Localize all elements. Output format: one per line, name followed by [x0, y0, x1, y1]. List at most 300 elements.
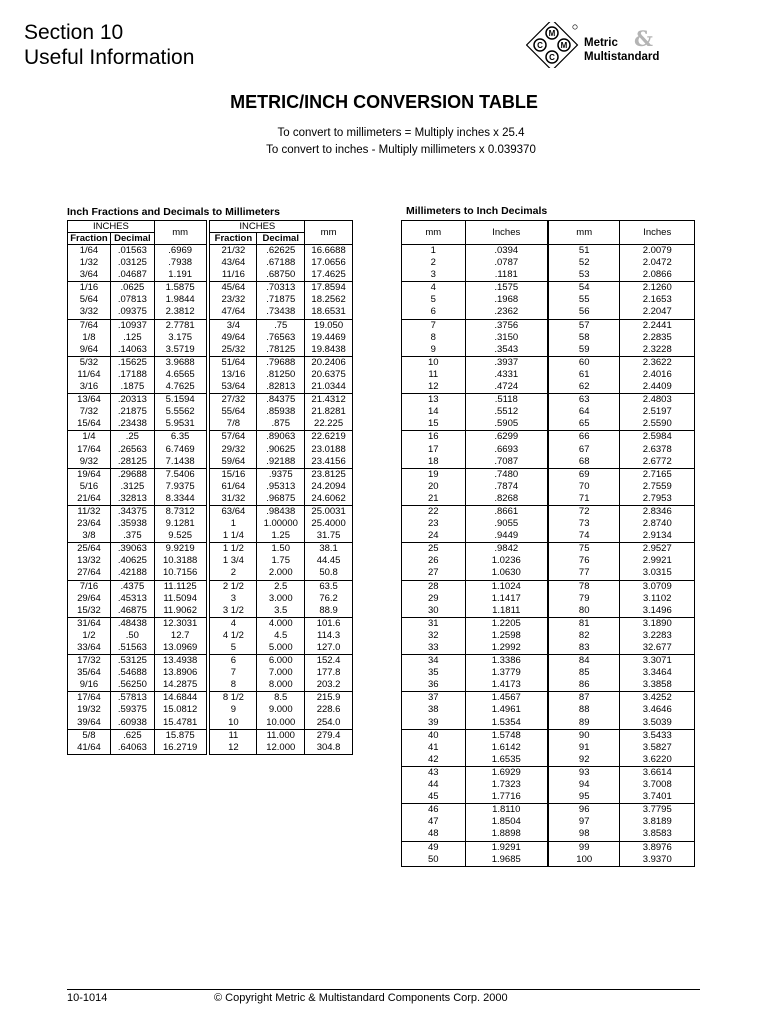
mm-inch-table-2 — [548, 220, 695, 867]
decimal-cell: .9375 — [257, 468, 305, 481]
mm-cell: 43 — [402, 766, 466, 779]
table-row — [549, 418, 695, 431]
decimal-cell: 5.000 — [257, 642, 305, 655]
table-row — [549, 717, 695, 730]
inches-header: Inches — [620, 221, 695, 245]
decimal-cell: .29688 — [110, 468, 154, 481]
table-row — [402, 717, 548, 730]
decimal-cell: .51563 — [110, 642, 154, 655]
table-row — [549, 605, 695, 618]
mm-cell: 13.4938 — [154, 655, 206, 668]
decimal-cell: 3.000 — [257, 593, 305, 605]
mm-cell: 23.8125 — [305, 468, 353, 481]
table-row — [402, 493, 548, 506]
inches-cell: 1.1024 — [465, 580, 547, 593]
mm-cell: 18.2562 — [305, 294, 353, 306]
fraction-cell: 15/64 — [68, 418, 111, 431]
mm-header: mm — [305, 221, 353, 245]
mm-cell: 7 — [402, 319, 466, 332]
fraction-cell: 9/64 — [68, 344, 111, 357]
table-row — [402, 543, 548, 556]
fraction-cell: 13/16 — [210, 369, 257, 381]
table-row — [402, 804, 548, 817]
mm-cell: 15.0812 — [154, 704, 206, 716]
mm-cell: 21.8281 — [305, 406, 353, 418]
fraction-cell: 27/64 — [68, 567, 111, 580]
table-row — [402, 704, 548, 716]
mm-cell: 69 — [549, 468, 620, 481]
mm-cell: 40 — [402, 729, 466, 742]
inches-cell: 2.3622 — [620, 356, 695, 369]
mm-cell: 23 — [402, 518, 466, 530]
mm-cell: 20 — [402, 481, 466, 493]
inches-cell: 1.2992 — [465, 642, 547, 655]
decimal-cell: 2.5 — [257, 580, 305, 593]
table-row — [68, 518, 353, 530]
mm-cell: 60 — [549, 356, 620, 369]
table-row — [549, 580, 695, 593]
fraction-cell: 3/4 — [210, 319, 257, 332]
table-row — [68, 692, 353, 705]
inches-cell: 1.1811 — [465, 605, 547, 618]
mm-cell: 8.3344 — [154, 493, 206, 506]
decimal-cell: 1.00000 — [257, 518, 305, 530]
logo-letter: M — [548, 29, 556, 38]
table-row — [402, 332, 548, 344]
table-row — [549, 344, 695, 357]
table-row — [402, 406, 548, 418]
fraction-cell: 9/16 — [68, 679, 111, 692]
table-row — [549, 306, 695, 319]
fraction-cell: 11/16 — [210, 269, 257, 282]
fraction-cell: 23/32 — [210, 294, 257, 306]
table-row — [402, 816, 548, 828]
fraction-cell: 19/32 — [68, 704, 111, 716]
table-row — [68, 667, 353, 679]
table-row — [402, 655, 548, 668]
inches-cell: 2.2441 — [620, 319, 695, 332]
mm-cell: 15 — [402, 418, 466, 431]
mm-cell: 38 — [402, 704, 466, 716]
mm-cell: 82 — [549, 630, 620, 642]
mm-cell: 76 — [549, 555, 620, 567]
mm-cell: 99 — [549, 841, 620, 854]
table-row — [68, 468, 353, 481]
fraction-cell: 1/64 — [68, 245, 111, 258]
decimal-cell: .20313 — [110, 394, 154, 407]
fraction-cell: 2 1/2 — [210, 580, 257, 593]
mm-cell: 24.6062 — [305, 493, 353, 506]
inches-cell: 3.5039 — [620, 717, 695, 730]
inches-cell: .8268 — [465, 493, 547, 506]
table-row — [402, 841, 548, 854]
mm-cell: 22 — [402, 505, 466, 518]
fraction-cell: 9 — [210, 704, 257, 716]
mm-cell: 19 — [402, 468, 466, 481]
mm-header: mm — [154, 221, 206, 245]
table-row — [549, 257, 695, 269]
page-title: METRIC/INCH CONVERSION TABLE — [230, 92, 538, 112]
decimal-cell: 1.25 — [257, 530, 305, 543]
section-number: Section 10 — [24, 21, 124, 44]
company-logo — [526, 22, 696, 68]
mm-cell: 25 — [402, 543, 466, 556]
table-row — [68, 481, 353, 493]
mm-cell: 50 — [402, 854, 466, 867]
inches-cell: 2.0079 — [620, 245, 695, 258]
decimal-cell: .42188 — [110, 567, 154, 580]
mm-cell: 100 — [549, 854, 620, 867]
table-row — [68, 655, 353, 668]
table-row — [549, 319, 695, 332]
table-row — [549, 555, 695, 567]
mm-cell: 21 — [402, 493, 466, 506]
mm-cell: 8 — [402, 332, 466, 344]
fraction-cell: 1/2 — [68, 630, 111, 642]
inches-cell: 2.7559 — [620, 481, 695, 493]
table-row — [549, 468, 695, 481]
inches-cell: 3.5827 — [620, 742, 695, 754]
decimal-cell: .62625 — [257, 245, 305, 258]
decimal-cell: .59375 — [110, 704, 154, 716]
table-row — [68, 332, 353, 344]
section-subtitle: Useful Information — [24, 46, 195, 69]
table-row — [402, 344, 548, 357]
table-row — [549, 854, 695, 867]
inches-cell: 3.5433 — [620, 729, 695, 742]
table-row — [402, 518, 548, 530]
mm-cell: 16 — [402, 431, 466, 444]
decimal-cell: .14063 — [110, 344, 154, 357]
mm-cell: 23.0188 — [305, 444, 353, 456]
table-row — [402, 530, 548, 543]
mm-cell: 73 — [549, 518, 620, 530]
fraction-cell: 41/64 — [68, 742, 111, 755]
fraction-cell: 3/32 — [68, 306, 111, 319]
mm-cell: 12.7 — [154, 630, 206, 642]
table-row — [68, 742, 353, 755]
fraction-cell: 7/32 — [68, 406, 111, 418]
table-row — [68, 567, 353, 580]
inches-cell: .5118 — [465, 394, 547, 407]
mm-cell: 44.45 — [305, 555, 353, 567]
fraction-cell: 12 — [210, 742, 257, 755]
inches-cell: 3.1496 — [620, 605, 695, 618]
fraction-cell: 51/64 — [210, 356, 257, 369]
inches-cell: 1.0236 — [465, 555, 547, 567]
decimal-cell: .4375 — [110, 580, 154, 593]
inches-cell: 2.5197 — [620, 406, 695, 418]
table-row — [68, 717, 353, 730]
mm-cell: 203.2 — [305, 679, 353, 692]
decimal-cell: .32813 — [110, 493, 154, 506]
mm-cell: 98 — [549, 828, 620, 841]
mm-cell: 15.875 — [154, 729, 206, 742]
decimal-cell: .90625 — [257, 444, 305, 456]
mm-cell: 16.6688 — [305, 245, 353, 258]
inches-cell: .5905 — [465, 418, 547, 431]
table-row — [549, 493, 695, 506]
mm-cell: 71 — [549, 493, 620, 506]
inches-cell: .9842 — [465, 543, 547, 556]
mm-cell: 11.5094 — [154, 593, 206, 605]
fraction-cell: 27/32 — [210, 394, 257, 407]
fraction-cell: 31/32 — [210, 493, 257, 506]
decimal-cell: .92188 — [257, 456, 305, 469]
inches-cell: 1.2205 — [465, 617, 547, 630]
mm-cell: 19.4469 — [305, 332, 353, 344]
inches-cell: 1.8110 — [465, 804, 547, 817]
inches-cell: .0394 — [465, 245, 547, 258]
mm-cell: 101.6 — [305, 617, 353, 630]
mm-cell: 18.6531 — [305, 306, 353, 319]
decimal-cell: .625 — [110, 729, 154, 742]
inches-cell: 2.0472 — [620, 257, 695, 269]
inches-cell: .2362 — [465, 306, 547, 319]
decimal-cell: .73438 — [257, 306, 305, 319]
mm-cell: 32 — [402, 630, 466, 642]
mm-cell: 9.1281 — [154, 518, 206, 530]
mm-cell: .7938 — [154, 257, 206, 269]
mm-cell: 23.4156 — [305, 456, 353, 469]
inches-cell: 3.0709 — [620, 580, 695, 593]
fraction-cell: 19/64 — [68, 468, 111, 481]
table-row — [402, 642, 548, 655]
table-row — [549, 791, 695, 804]
mm-cell: 279.4 — [305, 729, 353, 742]
mm-cell: 11.9062 — [154, 605, 206, 618]
fraction-cell: 11/32 — [68, 505, 111, 518]
inches-cell: 2.8346 — [620, 505, 695, 518]
mm-cell: 4 — [402, 282, 466, 295]
inches-cell: .0787 — [465, 257, 547, 269]
decimal-cell: .95313 — [257, 481, 305, 493]
mm-cell: 36 — [402, 679, 466, 692]
mm-cell: 34 — [402, 655, 466, 668]
decimal-cell: .67188 — [257, 257, 305, 269]
mm-cell: 11.1125 — [154, 580, 206, 593]
mm-cell: 1.9844 — [154, 294, 206, 306]
table-row — [549, 841, 695, 854]
decimal-cell: 4.5 — [257, 630, 305, 642]
mm-cell: 16.2719 — [154, 742, 206, 755]
inches-cell: 2.5590 — [620, 418, 695, 431]
table-row — [402, 779, 548, 791]
mm-cell: 81 — [549, 617, 620, 630]
inches-cell: 3.1890 — [620, 617, 695, 630]
fraction-cell: 47/64 — [210, 306, 257, 319]
inches-cell: .1575 — [465, 282, 547, 295]
mm-cell: 1.5875 — [154, 282, 206, 295]
decimal-cell: .26563 — [110, 444, 154, 456]
decimal-cell: .01563 — [110, 245, 154, 258]
table-row — [402, 294, 548, 306]
inches-cell: 2.9921 — [620, 555, 695, 567]
inches-cell: 1.3779 — [465, 667, 547, 679]
decimal-cell: .64063 — [110, 742, 154, 755]
mm-cell: 39 — [402, 717, 466, 730]
mm-cell: 24 — [402, 530, 466, 543]
inches-cell: 1.2598 — [465, 630, 547, 642]
table-row — [68, 555, 353, 567]
mm-cell: 30 — [402, 605, 466, 618]
mm-cell: 27 — [402, 567, 466, 580]
right-table-caption: Millimeters to Inch Decimals — [406, 205, 548, 217]
inches-cell: 3.7401 — [620, 791, 695, 804]
table-row — [549, 406, 695, 418]
table-row — [402, 630, 548, 642]
table-row — [549, 543, 695, 556]
table-row — [68, 679, 353, 692]
inches-cell: 2.0866 — [620, 269, 695, 282]
mm-cell: 88 — [549, 704, 620, 716]
table-row — [549, 456, 695, 469]
mm-cell: 72 — [549, 505, 620, 518]
inches-cell: 2.9527 — [620, 543, 695, 556]
inches-cell: 2.4016 — [620, 369, 695, 381]
decimal-cell: .21875 — [110, 406, 154, 418]
inches-cell: .4331 — [465, 369, 547, 381]
inches-cell: .1181 — [465, 269, 547, 282]
table-row — [549, 294, 695, 306]
table-row — [549, 593, 695, 605]
inches-cell: 1.8898 — [465, 828, 547, 841]
decimal-cell: .76563 — [257, 332, 305, 344]
fraction-cell: 1/32 — [68, 257, 111, 269]
table-row — [549, 655, 695, 668]
inches-cell: 3.8583 — [620, 828, 695, 841]
inches-cell: 2.4803 — [620, 394, 695, 407]
inches-cell: 3.0315 — [620, 567, 695, 580]
decimal-cell: .81250 — [257, 369, 305, 381]
mm-cell: 13.8906 — [154, 667, 206, 679]
inches-cell: 3.3464 — [620, 667, 695, 679]
mm-cell: 95 — [549, 791, 620, 804]
mm-cell: 21.4312 — [305, 394, 353, 407]
fraction-cell: 4 1/2 — [210, 630, 257, 642]
decimal-cell: 1.75 — [257, 555, 305, 567]
mm-cell: 215.9 — [305, 692, 353, 705]
decimal-cell: .07813 — [110, 294, 154, 306]
mm-cell: 68 — [549, 456, 620, 469]
table-row — [68, 543, 353, 556]
decimal-cell: .89063 — [257, 431, 305, 444]
mm-cell: 85 — [549, 667, 620, 679]
mm-cell: 44 — [402, 779, 466, 791]
decimal-cell: .45313 — [110, 593, 154, 605]
mm-cell: 45 — [402, 791, 466, 804]
fraction-cell: 33/64 — [68, 642, 111, 655]
mm-cell: 58 — [549, 332, 620, 344]
table-row — [68, 729, 353, 742]
inches-cell: .7087 — [465, 456, 547, 469]
mm-cell: 79 — [549, 593, 620, 605]
mm-cell: 77 — [549, 567, 620, 580]
decimal-cell: 1.50 — [257, 543, 305, 556]
fraction-cell: 29/64 — [68, 593, 111, 605]
mm-cell: 15.4781 — [154, 717, 206, 730]
mm-cell: 20.2406 — [305, 356, 353, 369]
mm-cell: 14 — [402, 406, 466, 418]
decimal-cell: 7.000 — [257, 667, 305, 679]
inches-cell: 2.5984 — [620, 431, 695, 444]
mm-cell: 19.050 — [305, 319, 353, 332]
mm-cell: 55 — [549, 294, 620, 306]
fraction-cell: 25/64 — [68, 543, 111, 556]
mm-cell: 89 — [549, 717, 620, 730]
mm-cell: 4.7625 — [154, 381, 206, 394]
conversion-to-mm: To convert to millimeters = Multiply inches x 25.4 — [277, 127, 525, 139]
mm-cell: 3.5719 — [154, 344, 206, 357]
fraction-cell: 53/64 — [210, 381, 257, 394]
decimal-cell: .39063 — [110, 543, 154, 556]
table-row — [549, 269, 695, 282]
mm-cell: 9.525 — [154, 530, 206, 543]
mm-cell: 25.4000 — [305, 518, 353, 530]
decimal-cell: 10.000 — [257, 717, 305, 730]
table-row — [68, 642, 353, 655]
mm-cell: 4.6565 — [154, 369, 206, 381]
mm-cell: 3.9688 — [154, 356, 206, 369]
inches-cell: .8661 — [465, 505, 547, 518]
inches-cell: .4724 — [465, 381, 547, 394]
table-row — [68, 356, 353, 369]
inches-cell: 2.7165 — [620, 468, 695, 481]
mm-cell: 254.0 — [305, 717, 353, 730]
decimal-cell: .71875 — [257, 294, 305, 306]
table-row — [549, 381, 695, 394]
fraction-cell: 5/8 — [68, 729, 111, 742]
decimal-header: Decimal — [110, 233, 154, 245]
fraction-cell: 49/64 — [210, 332, 257, 344]
inches-cell: 2.4409 — [620, 381, 695, 394]
table-row — [68, 505, 353, 518]
table-row — [402, 456, 548, 469]
inches-cell: 1.8504 — [465, 816, 547, 828]
fraction-cell: 1 1/2 — [210, 543, 257, 556]
mm-cell: 84 — [549, 655, 620, 668]
mm-cell: 11 — [402, 369, 466, 381]
table-row — [68, 282, 353, 295]
table-row — [402, 444, 548, 456]
fraction-cell: 7 — [210, 667, 257, 679]
inches-cell: 3.4646 — [620, 704, 695, 716]
table-row — [402, 828, 548, 841]
table-row — [68, 431, 353, 444]
fraction-cell: 15/32 — [68, 605, 111, 618]
table-row — [402, 766, 548, 779]
mm-cell: 19.8438 — [305, 344, 353, 357]
mm-cell: 7.9375 — [154, 481, 206, 493]
mm-cell: 90 — [549, 729, 620, 742]
table-row — [68, 617, 353, 630]
fraction-cell: 61/64 — [210, 481, 257, 493]
fraction-cell: 43/64 — [210, 257, 257, 269]
table-row — [402, 257, 548, 269]
decimal-cell: .96875 — [257, 493, 305, 506]
left-table-caption: Inch Fractions and Decimals to Millimeters — [67, 206, 280, 218]
table-row — [549, 630, 695, 642]
table-row — [68, 369, 353, 381]
decimal-cell: .125 — [110, 332, 154, 344]
inches-cell: 32.677 — [620, 642, 695, 655]
mm-cell: 17.4625 — [305, 269, 353, 282]
inches-cell: 1.9291 — [465, 841, 547, 854]
decimal-cell: .56250 — [110, 679, 154, 692]
table-row — [68, 257, 353, 269]
table-row — [549, 282, 695, 295]
mm-cell: 91 — [549, 742, 620, 754]
